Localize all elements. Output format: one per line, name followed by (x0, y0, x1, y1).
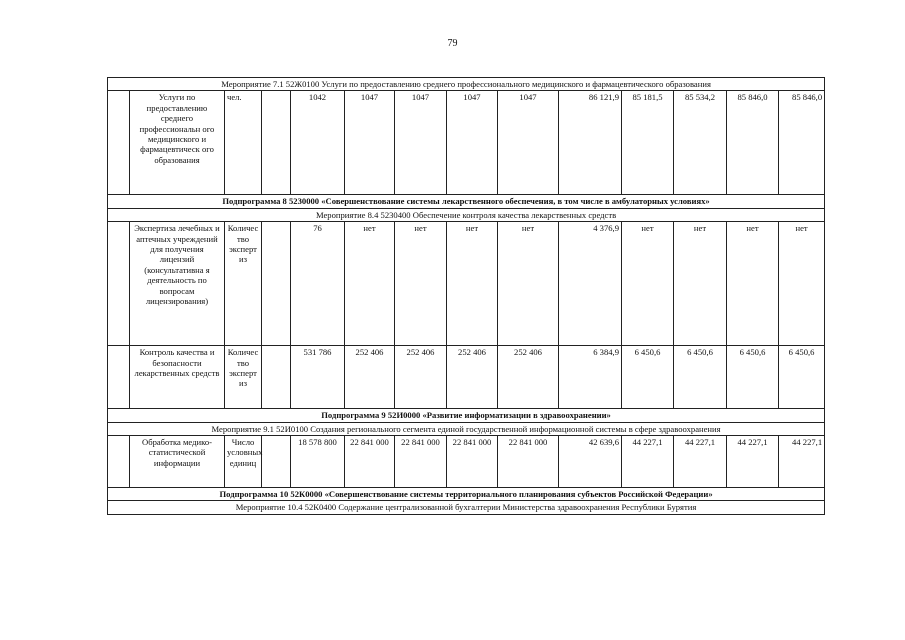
value-cell: 252 406 (447, 346, 498, 409)
measure-8-4-row (108, 208, 825, 221)
value-cell: нет (345, 222, 395, 346)
measure-9-1-row (108, 422, 825, 435)
value-cell: 1047 (447, 91, 498, 195)
subprogram-8-row (108, 195, 825, 208)
unit-cell: чел. (225, 91, 262, 195)
value-cell: нет (674, 222, 727, 346)
subprogram-10-row (108, 488, 825, 501)
value-cell: нет (727, 222, 779, 346)
value-cell: 6 450,6 (622, 346, 674, 409)
subprogram-10-title: Подпрограмма 10 52К0000 «Совершенствование системы территориального планирования субъектов Российской Федерации» (108, 488, 825, 501)
measure-10-4-row (108, 501, 825, 514)
value-cell: 1042 (291, 91, 345, 195)
value-cell: 85 846,0 (779, 91, 825, 195)
subprogram-9-title: Подпрограмма 9 52И0000 «Развитие информатизации в здравоохранении» (108, 409, 825, 422)
unit-cell: Количес тво эксперт из (225, 346, 262, 409)
value-cell: 1047 (345, 91, 395, 195)
value-cell: 531 786 (291, 346, 345, 409)
value-cell: 85 846,0 (727, 91, 779, 195)
program-table (107, 77, 825, 515)
value-cell: 6 450,6 (727, 346, 779, 409)
value-cell: 44 227,1 (674, 436, 727, 488)
table-row (108, 91, 825, 195)
value-cell: нет (779, 222, 825, 346)
value-cell: 44 227,1 (727, 436, 779, 488)
value-cell: нет (395, 222, 447, 346)
value-cell: 6 450,6 (674, 346, 727, 409)
measure-10-4-title: Мероприятие 10.4 52К0400 Содержание централизованной бухгалтерии Министерства здравоохранения Республики Бурятия (108, 501, 825, 514)
value-cell: нет (622, 222, 674, 346)
table-row (108, 346, 825, 409)
measure-7-1-title: Мероприятие 7.1 52Ж0100 Услуги по предоставлению среднего профессионального медицинского и фармацевтического образования (108, 78, 825, 91)
measure-7-1-row (108, 78, 825, 91)
page-number: 79 (447, 38, 458, 49)
value-cell: нет (447, 222, 498, 346)
table-row (108, 436, 825, 488)
value-cell: 6 384,9 (559, 346, 622, 409)
value-cell: 22 841 000 (345, 436, 395, 488)
value-cell: 252 406 (345, 346, 395, 409)
value-cell: 252 406 (395, 346, 447, 409)
value-cell: 22 841 000 (498, 436, 559, 488)
value-cell: 22 841 000 (395, 436, 447, 488)
value-cell: 4 376,9 (559, 222, 622, 346)
value-cell: 22 841 000 (447, 436, 498, 488)
service-name: Экспертиза лечебных и аптечных учреждений для получения лицензий (консультативна я деятельность по вопросам лицензирования) (130, 222, 225, 346)
value-cell: 85 534,2 (674, 91, 727, 195)
value-cell: нет (498, 222, 559, 346)
subprogram-9-row (108, 409, 825, 422)
unit-cell: Число условных единиц (225, 436, 262, 488)
value-cell: 44 227,1 (622, 436, 674, 488)
value-cell: 252 406 (498, 346, 559, 409)
measure-8-4-title: Мероприятие 8.4 5230400 Обеспечение контроля качества лекарственных средств (108, 208, 825, 221)
measure-9-1-title: Мероприятие 9.1 52И0100 Создания регионального сегмента единой государственной информационной системы в сфере здравоохранения (108, 422, 825, 435)
service-name: Контроль качества и безопасности лекарственных средств (130, 346, 225, 409)
value-cell: 1047 (395, 91, 447, 195)
value-cell: 85 181,5 (622, 91, 674, 195)
value-cell: 6 450,6 (779, 346, 825, 409)
value-cell: 44 227,1 (779, 436, 825, 488)
value-cell: 86 121,9 (559, 91, 622, 195)
service-name: Обработка медико-статистической информации (130, 436, 225, 488)
subprogram-8-title: Подпрограмма 8 5230000 «Совершенствование системы лекарственного обеспечения, в том числе в амбулаторных условиях» (108, 195, 825, 208)
value-cell: 18 578 800 (291, 436, 345, 488)
unit-cell: Количес тво эксперт из (225, 222, 262, 346)
service-name: Услуги по предоставлению среднего профессиональн ого медицинского и фармацевтическ ого образования (130, 91, 225, 195)
value-cell: 42 639,6 (559, 436, 622, 488)
table-row (108, 222, 825, 346)
value-cell: 76 (291, 222, 345, 346)
value-cell: 1047 (498, 91, 559, 195)
